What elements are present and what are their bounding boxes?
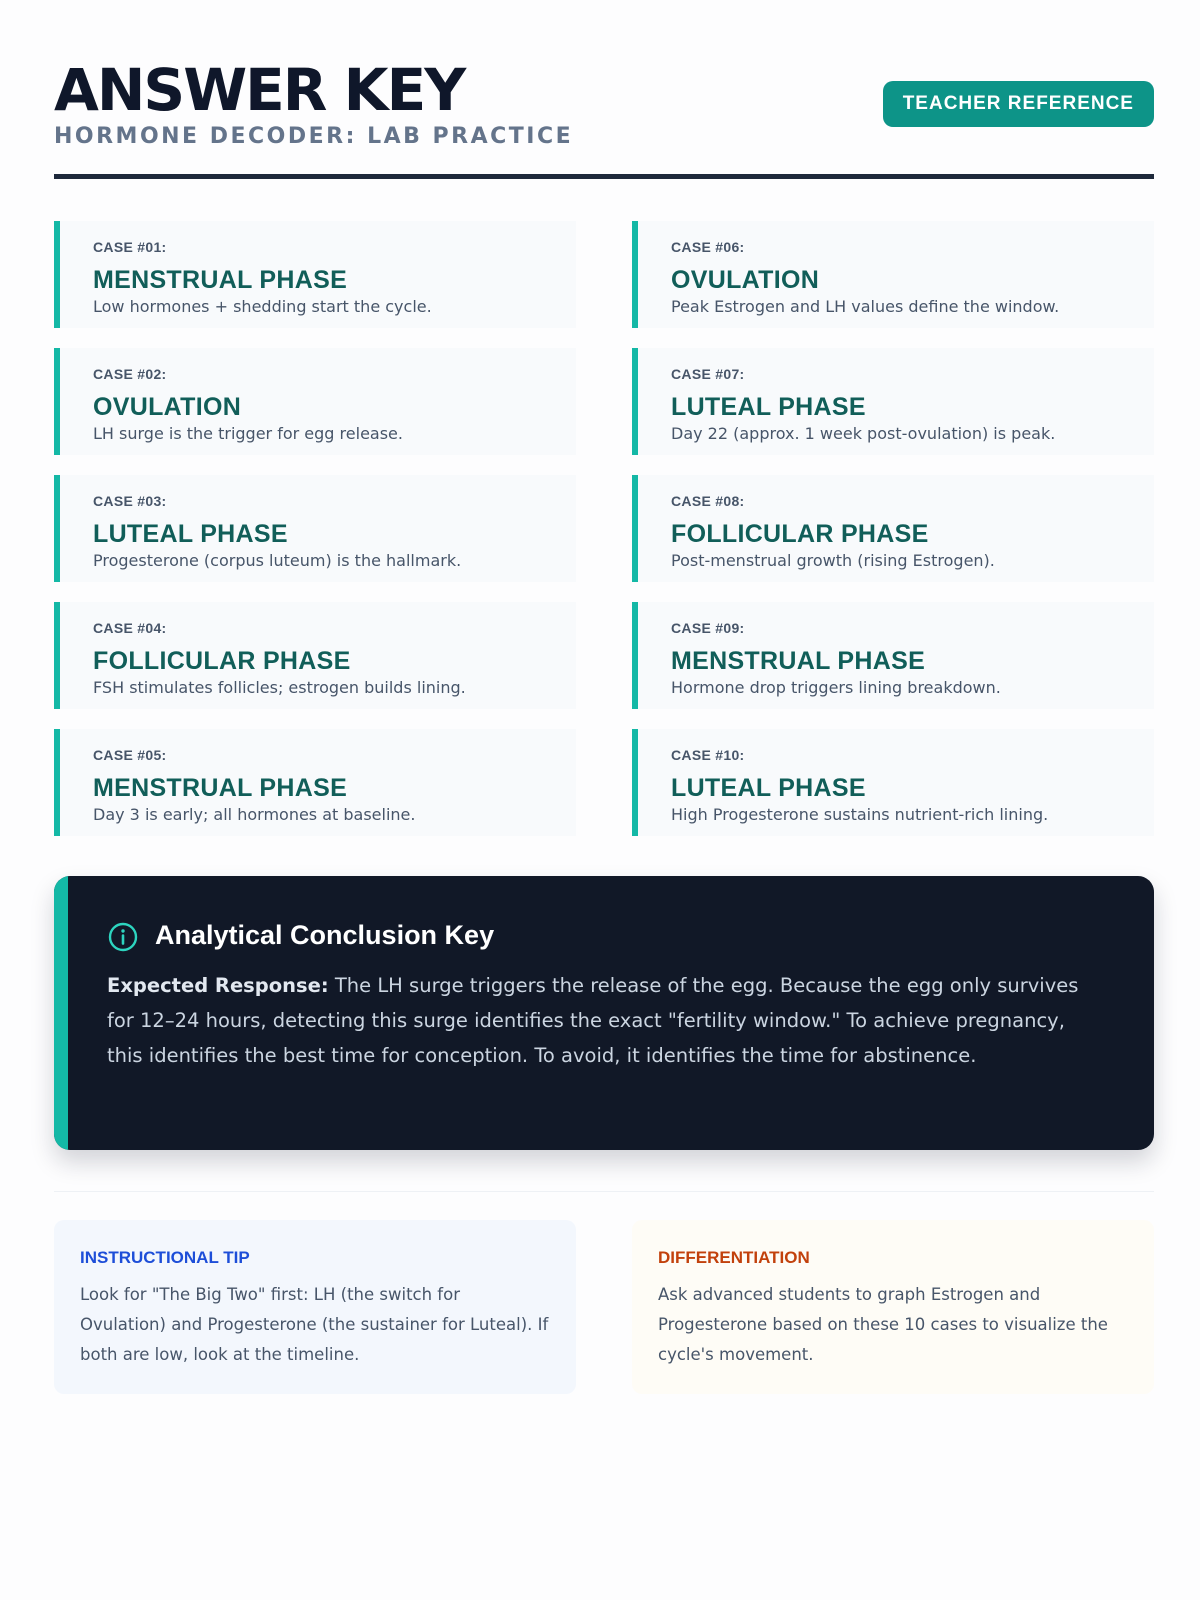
case-number: CASE #06: [671,239,745,255]
case-number: CASE #04: [93,620,167,636]
case-card-01 [54,221,576,328]
case-number: CASE #08: [671,493,745,509]
case-phase: LUTEAL PHASE [93,520,288,548]
instructional-tip-body: Look for "The Big Two" first: LH (the switch for Ovulation) and Progesterone (the sustainer for Luteal). If both are low, look at the timeline. [80,1285,549,1364]
case-number: CASE #01: [93,239,167,255]
differentiation-heading: DIFFERENTIATION [658,1248,810,1267]
case-number: CASE #10: [671,747,745,763]
case-card-03 [54,475,576,582]
case-phase: FOLLICULAR PHASE [671,520,929,548]
case-card-10 [632,729,1154,836]
case-phase: MENSTRUAL PHASE [671,647,926,675]
case-number: CASE #02: [93,366,167,382]
case-phase: OVULATION [93,393,242,421]
case-card-07 [632,348,1154,455]
page-subtitle: HORMONE DECODER: LAB PRACTICE [54,124,574,149]
conclusion-panel [54,876,1154,1150]
case-card-09 [632,602,1154,709]
case-description: Post-menstrual growth (rising Estrogen). [671,551,995,570]
conclusion-body [107,968,1097,1073]
case-card-02 [54,348,576,455]
conclusion-lead: Expected Response: [107,974,329,997]
case-description: Peak Estrogen and LH values define the window. [671,297,1060,316]
case-number: CASE #07: [671,366,745,382]
case-description: Low hormones + shedding start the cycle. [93,297,432,316]
case-description: Progesterone (corpus luteum) is the hallmark. [93,551,462,570]
case-phase: LUTEAL PHASE [671,393,866,421]
case-number: CASE #05: [93,747,167,763]
teacher-reference-badge: TEACHER REFERENCE [883,81,1154,127]
instructional-tip-card [54,1220,576,1394]
case-card-06 [632,221,1154,328]
differentiation-card [632,1220,1154,1394]
case-card-08 [632,475,1154,582]
case-phase: MENSTRUAL PHASE [93,266,348,294]
conclusion-title: Analytical Conclusion Key [155,920,495,950]
page-header [54,58,1154,178]
conclusion-accent-bar [54,876,68,1150]
answer-key-page [54,0,1154,1600]
case-card-04 [54,602,576,709]
case-description: FSH stimulates follicles; estrogen builds lining. [93,678,466,697]
case-phase: LUTEAL PHASE [671,774,866,802]
case-description: LH surge is the trigger for egg release. [93,424,403,443]
case-description: Day 3 is early; all hormones at baseline. [93,805,416,824]
section-divider [54,1191,1154,1192]
differentiation-body: Ask advanced students to graph Estrogen and Progesterone based on these 10 cases to visualize the cycle's movement. [658,1285,1108,1364]
conclusion-text: The LH surge triggers the release of the egg. Because the egg only survives for 12–24 hours, detecting this surge identifies the exact "fertility window." To achieve pregnancy, this identifies the best time for conception. To avoid, it identifies the time for abstinence. [107,974,1079,1067]
case-description: High Progesterone sustains nutrient-rich lining. [671,805,1049,824]
instructional-tip-heading: INSTRUCTIONAL TIP [80,1248,250,1267]
case-description: Hormone drop triggers lining breakdown. [671,678,1001,697]
page-title: ANSWER KEY [54,56,465,124]
case-phase: OVULATION [671,266,820,294]
case-card-05 [54,729,576,836]
case-phase: FOLLICULAR PHASE [93,647,351,675]
case-phase: MENSTRUAL PHASE [93,774,348,802]
case-number: CASE #03: [93,493,167,509]
header-divider [54,174,1154,179]
info-icon [107,921,139,953]
case-description: Day 22 (approx. 1 week post-ovulation) is peak. [671,424,1056,443]
case-number: CASE #09: [671,620,745,636]
